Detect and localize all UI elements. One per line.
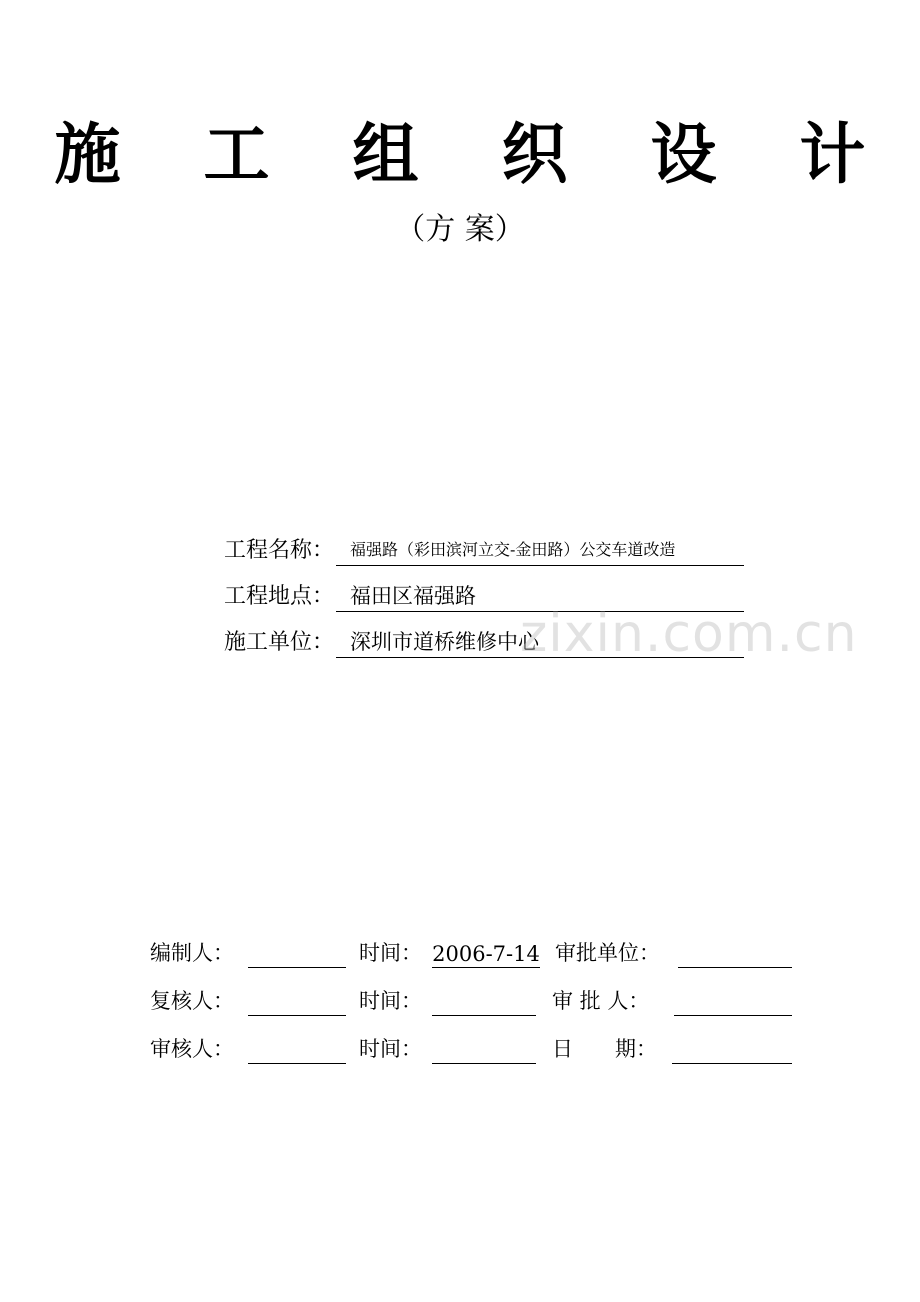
- project-name-row: [224, 530, 744, 566]
- reviewer-label: 复核人：: [150, 989, 234, 1013]
- project-location-label: 工程地点：: [224, 584, 335, 609]
- time-field: [432, 987, 536, 1016]
- approval-unit-field: [678, 939, 792, 968]
- construction-unit-value: 深圳市道桥维修中心: [336, 627, 744, 658]
- date-field: [672, 1035, 792, 1064]
- watermark: zixin.com.cn: [520, 604, 858, 664]
- construction-unit-label: 施工单位：: [224, 630, 335, 655]
- auditor-label: 审核人：: [150, 1037, 234, 1061]
- project-location-row: [224, 576, 744, 612]
- approver-label: 审 批 人：: [552, 989, 650, 1013]
- document-subtitle: （方 案）: [395, 212, 525, 247]
- compiler-field: [248, 939, 346, 968]
- time-field: [432, 1035, 536, 1064]
- time-label: 时间：: [359, 1037, 422, 1061]
- date-label: 日 期：: [552, 1037, 657, 1061]
- project-name-label: 工程名称：: [224, 538, 335, 563]
- reviewer-field: [248, 987, 346, 1016]
- time-label: 时间：: [359, 989, 422, 1013]
- approver-field: [674, 987, 792, 1016]
- compiler-label: 编制人：: [150, 941, 234, 965]
- auditor-field: [248, 1035, 346, 1064]
- document-title: 施 工 组 织 设 计: [54, 115, 896, 193]
- project-location-value: 福田区福强路: [336, 581, 744, 612]
- time-field: 2006-7-14: [432, 939, 540, 968]
- construction-unit-row: [224, 622, 744, 658]
- approval-unit-label: 审批单位：: [555, 941, 660, 965]
- time-label: 时间：: [359, 941, 422, 965]
- project-name-value: 福强路（彩田滨河立交-金田路）公交车道改造: [336, 535, 744, 566]
